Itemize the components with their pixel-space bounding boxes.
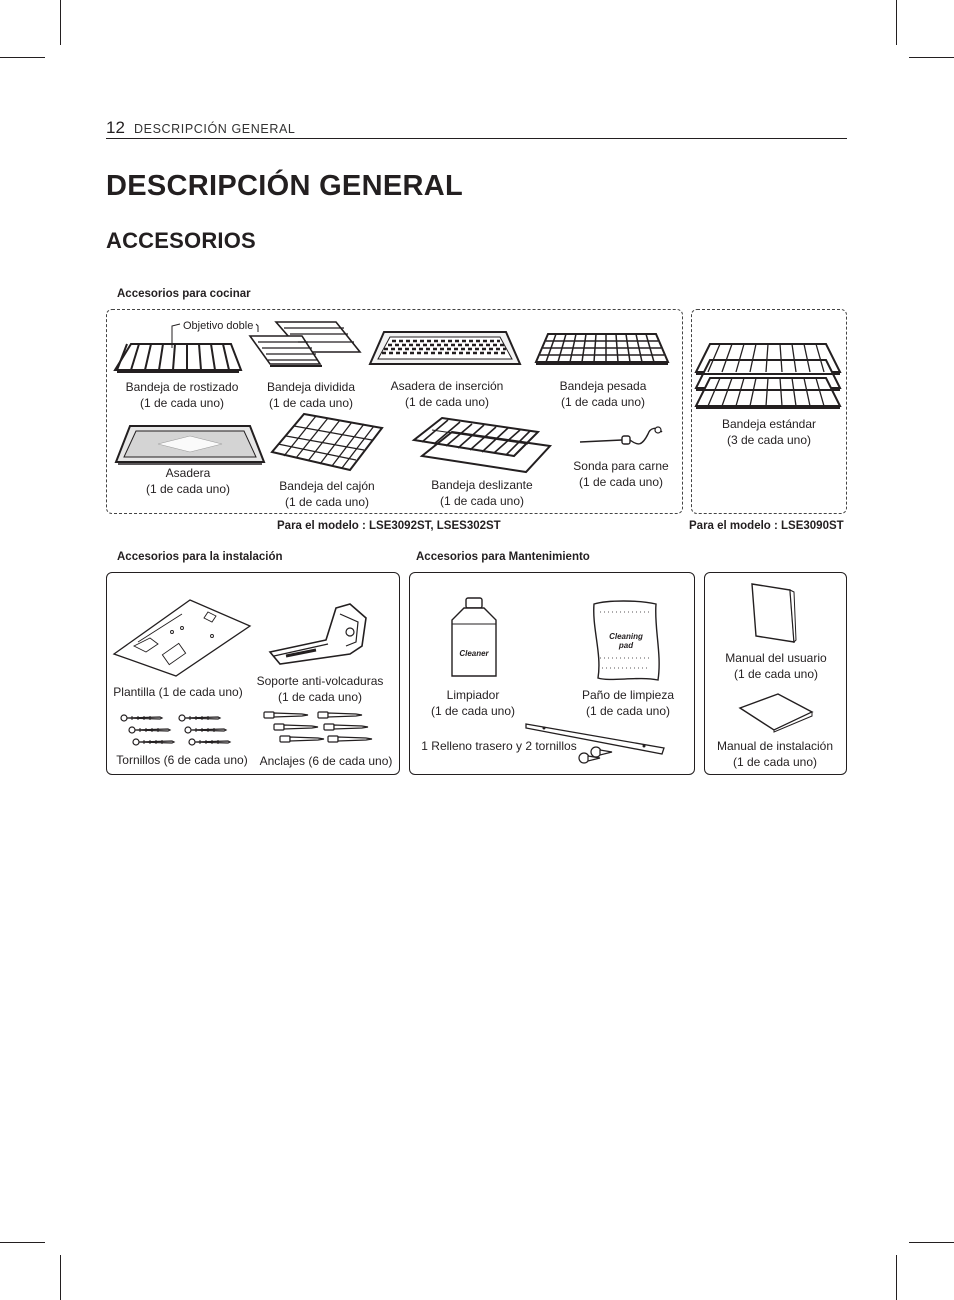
item-qty: (1 de cada uno)	[578, 475, 664, 489]
template-label	[112, 684, 244, 700]
rear-filler-label	[420, 738, 578, 754]
screws-label	[112, 752, 252, 768]
owners-manual-label	[716, 650, 836, 682]
split-rack-label	[258, 379, 364, 411]
anti-tip-bracket-illustration	[266, 602, 370, 666]
running-header: DESCRIPCIÓN GENERAL	[134, 122, 296, 136]
installation-manual-label	[710, 738, 840, 770]
model-note-right: Para el modelo : LSE3090ST	[689, 520, 844, 532]
item-name: Manual de instalación	[716, 739, 834, 753]
item-name: Bandeja pesada	[559, 379, 647, 393]
crop-mark	[896, 0, 897, 45]
heavy-duty-rack-illustration	[534, 332, 670, 366]
crop-mark	[909, 1242, 954, 1243]
section-title: ACCESORIOS	[106, 228, 256, 253]
item-name: Bandeja estándar	[721, 417, 817, 431]
anchors-label	[258, 753, 394, 769]
header-rule	[106, 138, 847, 139]
item-qty: (1 de cada uno)	[732, 755, 818, 769]
item-name: Soporte anti-volcaduras	[256, 674, 384, 688]
item-qty: (1 de cada uno)	[404, 395, 490, 409]
item-name: Asadera	[165, 466, 211, 480]
standard-rack-label	[709, 416, 829, 448]
item-qty: (1 de cada uno)	[268, 396, 354, 410]
broiler-insert-illustration	[368, 330, 522, 366]
item-name: Bandeja del cajón	[279, 479, 375, 493]
item-qty: (1 de cada uno)	[585, 704, 671, 718]
heavy-duty-rack-label	[556, 378, 650, 410]
crop-mark	[0, 57, 45, 58]
cleaner-bottle-illustration	[446, 596, 502, 680]
drawer-rack-illustration	[270, 412, 384, 472]
anti-tip-bracket-label	[252, 673, 388, 705]
item-name: Limpiador	[446, 688, 500, 702]
item-name: Bandeja dividida	[266, 380, 356, 394]
cleaner-label	[423, 687, 523, 719]
split-rack-illustration	[240, 320, 362, 372]
item-qty: (1 de cada uno)	[145, 482, 231, 496]
item-qty: (1 de cada uno)	[560, 395, 646, 409]
anchors-illustration	[262, 708, 376, 748]
gliding-rack-label	[424, 477, 540, 509]
callout-label: Objetivo doble	[183, 320, 254, 332]
owners-manual-illustration	[750, 582, 796, 644]
item-name: Tornillos (6 de cada uno)	[116, 753, 248, 767]
item-name: Manual del usuario	[725, 651, 827, 665]
installation-heading: Accesorios para la instalación	[117, 551, 283, 563]
item-name: Sonda para carne	[573, 459, 669, 473]
cooking-heading: Accesorios para cocinar	[117, 288, 251, 300]
maintenance-heading: Accesorios para Mantenimiento	[416, 551, 590, 563]
drawer-rack-label	[272, 478, 382, 510]
meat-probe-label	[568, 458, 674, 490]
item-name: 1 Relleno trasero y 2 tornillos	[421, 739, 577, 753]
item-name: Bandeja de rostizado	[125, 380, 239, 394]
crop-mark	[909, 57, 954, 58]
bag-text-line: Cleaning	[609, 632, 643, 641]
item-qty: (1 de cada uno)	[733, 667, 819, 681]
installation-manual-illustration	[738, 692, 814, 732]
bag-text-line: pad	[618, 641, 634, 650]
cleaner-bottle-text: Cleaner	[459, 649, 489, 658]
broiler-pan-illustration	[114, 424, 266, 468]
broiler-pan-label	[138, 465, 238, 497]
item-qty: (1 de cada uno)	[439, 494, 525, 508]
model-note-left: Para el modelo : LSE3092ST, LSES302ST	[277, 520, 501, 532]
meat-probe-illustration	[578, 424, 664, 454]
roasting-rack-label	[118, 379, 246, 411]
item-name: Bandeja deslizante	[431, 478, 533, 492]
cleaning-pad-text	[600, 632, 652, 650]
template-illustration	[112, 598, 254, 678]
screws-illustration	[118, 712, 238, 748]
item-qty: (1 de cada uno)	[139, 396, 225, 410]
page-number: 12	[106, 118, 125, 137]
broiler-insert-label	[385, 378, 509, 410]
crop-mark	[896, 1255, 897, 1300]
item-name: Plantilla (1 de cada uno)	[113, 685, 243, 699]
item-qty: (1 de cada uno)	[284, 495, 370, 509]
crop-mark	[0, 1242, 45, 1243]
cleaning-pad-label	[574, 687, 682, 719]
standard-racks-illustration	[694, 342, 844, 414]
item-name: Paño de limpieza	[581, 688, 675, 702]
item-name: Anclajes (6 de cada uno)	[259, 754, 393, 768]
item-qty: (3 de cada uno)	[726, 433, 812, 447]
item-name: Asadera de inserción	[390, 379, 504, 393]
gliding-rack-illustration	[412, 416, 552, 474]
page-title: DESCRIPCIÓN GENERAL	[106, 170, 463, 202]
crop-mark	[60, 0, 61, 45]
item-qty: (1 de cada uno)	[277, 690, 363, 704]
item-qty: (1 de cada uno)	[430, 704, 516, 718]
crop-mark	[60, 1255, 61, 1300]
